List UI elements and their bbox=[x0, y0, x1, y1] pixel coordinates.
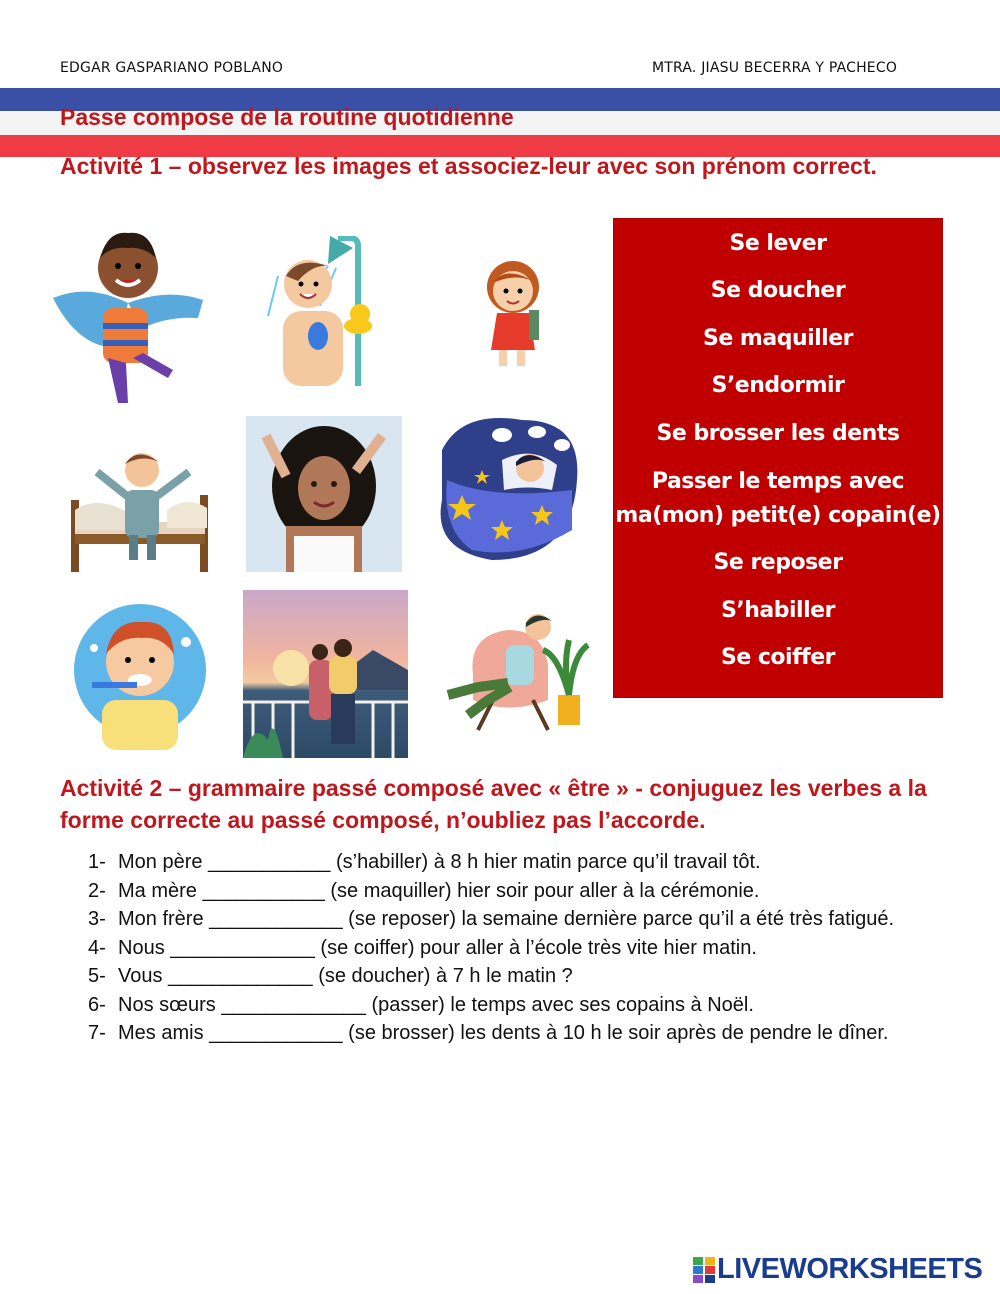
item-text[interactable]: Ma mère ___________ (se maquiller) hier soir pour aller à la cérémonie. bbox=[118, 879, 760, 902]
item-text[interactable]: Mon frère ____________ (se reposer) la semaine dernière parce qu’il a été très fatigué. bbox=[118, 908, 895, 930]
item-number: 6- bbox=[88, 993, 106, 1016]
exercise-item bbox=[88, 877, 968, 906]
exercise-item bbox=[88, 1019, 968, 1048]
boy-shower-illustration bbox=[258, 236, 388, 391]
girl-comb-illustration bbox=[475, 255, 555, 370]
word-item: S’endormir bbox=[711, 373, 845, 398]
couple-sunset-photo bbox=[243, 590, 408, 758]
boy-bed-illustration bbox=[67, 440, 212, 575]
word-item: Se brosser les dents bbox=[656, 421, 900, 446]
word-item: Se lever bbox=[729, 231, 827, 256]
student-name: EDGAR GASPARIANO POBLANO bbox=[60, 60, 284, 76]
word-item: Se maquiller bbox=[703, 326, 853, 351]
item-text[interactable]: Mon père ___________ (s’habiller) à 8 h hier matin parce qu’il travail tôt. bbox=[118, 851, 761, 873]
boy-brushing-teeth-illustration bbox=[72, 600, 212, 750]
item-text[interactable]: Nos sœurs _____________ (passer) le temps avec ses copains à Noël. bbox=[118, 993, 754, 1016]
girl-sleeping-illustration bbox=[432, 410, 582, 565]
exercise-item bbox=[88, 848, 968, 877]
item-number: 2- bbox=[88, 879, 106, 902]
item-number: 1- bbox=[88, 851, 106, 873]
liveworksheets-logo[interactable] bbox=[693, 1253, 982, 1286]
item-number: 4- bbox=[88, 936, 106, 959]
item-text[interactable]: Nous _____________ (se coiffer) pour aller à l’école très vite hier matin. bbox=[118, 936, 757, 959]
exercise-item bbox=[88, 962, 968, 991]
item-number: 3- bbox=[88, 908, 106, 930]
word-item: Se reposer bbox=[713, 550, 843, 575]
word-item: ma(mon) petit(e) copain(e) bbox=[615, 503, 941, 528]
exercise-item bbox=[88, 934, 968, 963]
item-text[interactable]: Mes amis ____________ (se brosser) les dents à 10 h le soir après de pendre le dîner. bbox=[118, 1022, 889, 1044]
item-number: 7- bbox=[88, 1022, 106, 1044]
word-item: S’habiller bbox=[721, 598, 835, 623]
exercise-item bbox=[88, 991, 968, 1020]
logo-text: LIVEWORKSHEETS bbox=[717, 1253, 983, 1285]
item-text[interactable]: Vous _____________ (se doucher) à 7 h le matin ? bbox=[118, 965, 573, 987]
word-item: Passer le temps avec bbox=[651, 469, 905, 494]
liveworksheets-logo-icon bbox=[693, 1257, 715, 1283]
exercise-item bbox=[88, 905, 968, 934]
word-item: Se coiffer bbox=[720, 645, 836, 670]
teacher-name: MTRA. JIASU BECERRA Y PACHECO bbox=[652, 60, 898, 76]
boy-waking-illustration bbox=[48, 228, 208, 408]
exercise-list bbox=[88, 848, 968, 1048]
word-bank bbox=[613, 218, 943, 698]
woman-hairdresser-photo bbox=[246, 416, 402, 572]
activity1-heading: Activité 1 – observez les images et associez-leur avec son prénom correct. bbox=[60, 153, 877, 179]
woman-resting-illustration bbox=[438, 605, 590, 735]
page-title: Passe compose de la routine quotidienne bbox=[60, 104, 514, 130]
item-number: 5- bbox=[88, 965, 106, 987]
word-item: Se doucher bbox=[710, 278, 846, 303]
activity2-heading: Activité 2 – grammaire passé composé avec « être » - conjuguez les verbes a la forme correcte au passé composé, n’oubliez pas l’accorde. bbox=[60, 775, 927, 833]
